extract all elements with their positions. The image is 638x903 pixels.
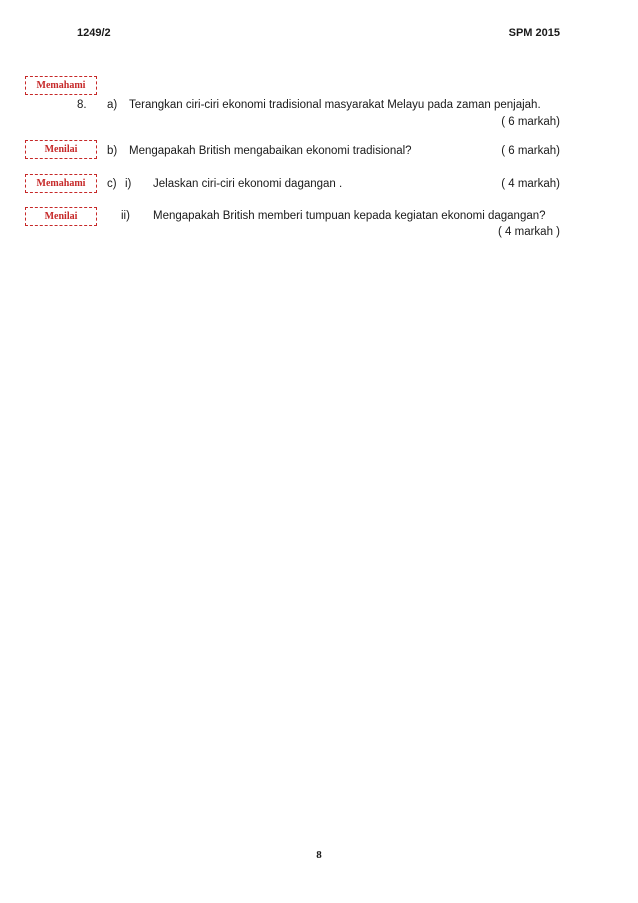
question-number: 8. [77,99,87,111]
part-cii-marks: ( 4 markah ) [498,226,560,238]
part-b-text: Mengapakah British mengabaikan ekonomi tradisional? [129,145,412,157]
part-b-marks: ( 6 markah) [501,145,560,157]
skill-tag-q8ci: Memahami [25,174,97,193]
skill-tag-q8a: Memahami [25,76,97,95]
part-cii-text: Mengapakah British memberi tumpuan kepada kegiatan ekonomi dagangan? [153,210,546,222]
paper-code: 1249/2 [77,27,111,39]
part-c-label: c) [107,178,117,190]
skill-tag-q8b: Menilai [25,140,97,159]
exam-title: SPM 2015 [508,27,560,39]
part-a-marks: ( 6 markah) [501,116,560,128]
part-cii-label: ii) [121,210,130,222]
part-ci-marks: ( 4 markah) [501,178,560,190]
part-a-text: Terangkan ciri-ciri ekonomi tradisional masyarakat Melayu pada zaman penjajah. [129,99,541,111]
part-ci-text: Jelaskan ciri-ciri ekonomi dagangan . [153,178,343,190]
page-number: 8 [316,849,322,861]
part-ci-label: i) [125,178,132,190]
part-a-label: a) [107,99,118,111]
part-b-label: b) [107,145,118,157]
skill-tag-q8cii: Menilai [25,207,97,226]
